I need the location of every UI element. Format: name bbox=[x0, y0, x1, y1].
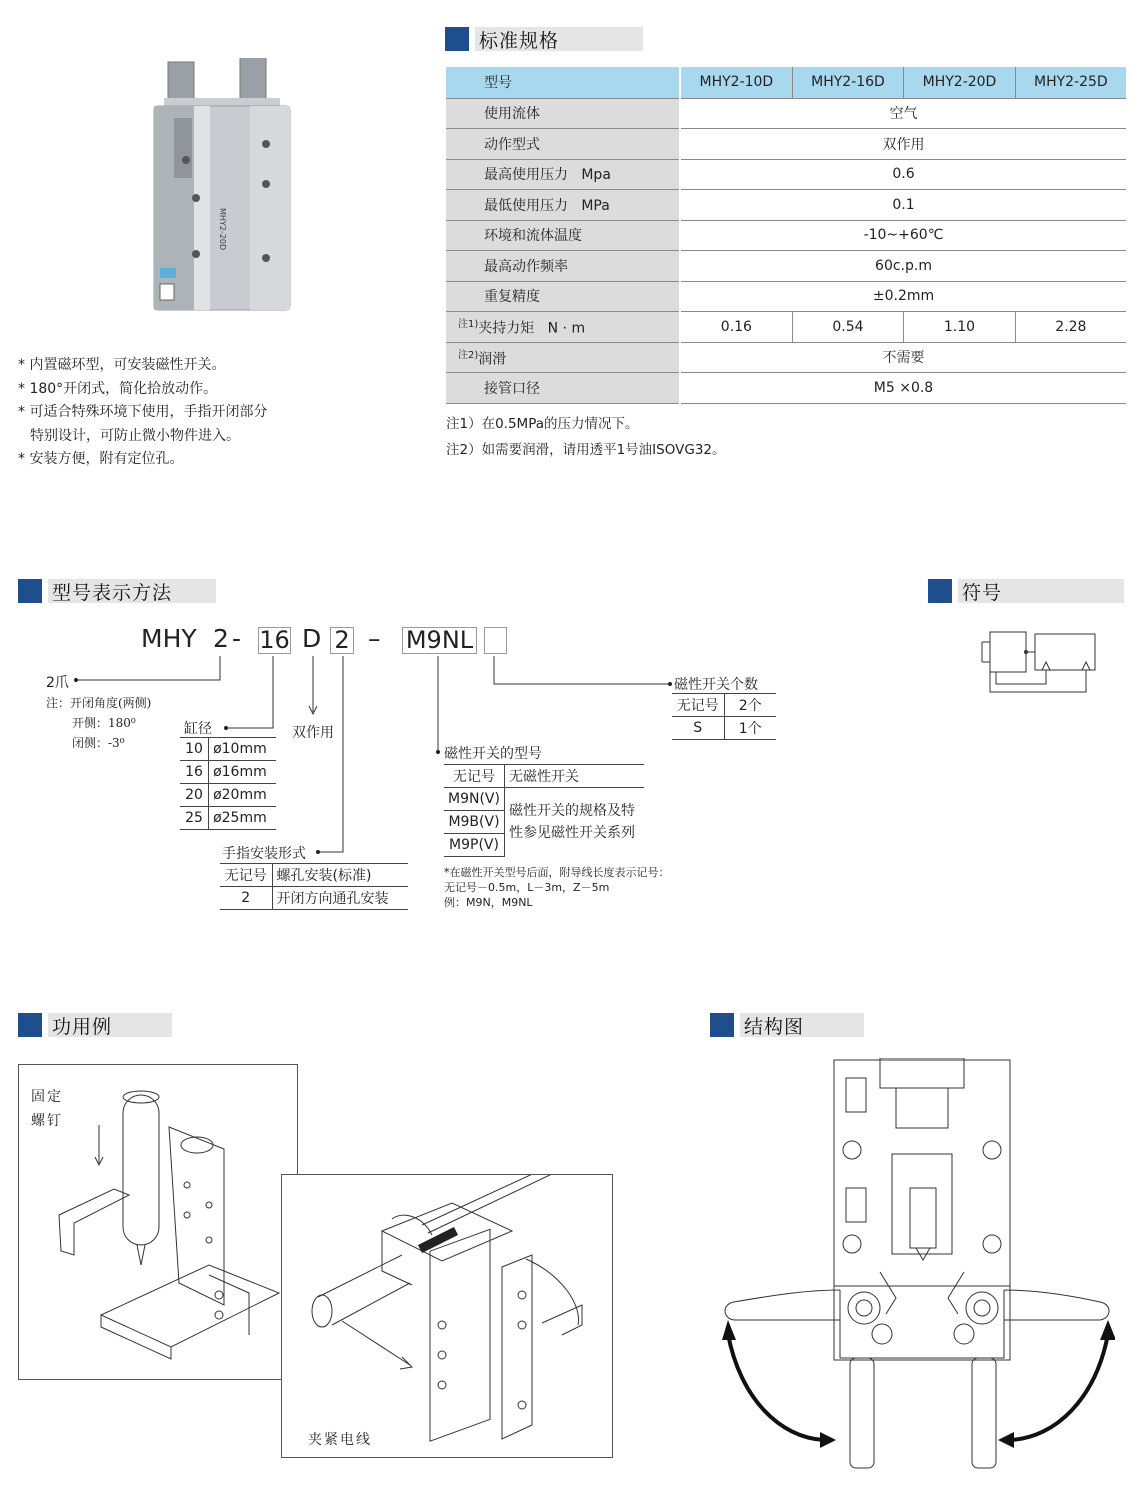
code-bore: 16 bbox=[259, 626, 290, 654]
mount-code: 2 bbox=[220, 887, 272, 910]
spec-header-row bbox=[446, 67, 1126, 98]
spec-row-value: -10~+60℃ bbox=[680, 220, 1126, 251]
code-mount: 2 bbox=[330, 627, 354, 654]
switch-note: *在磁性开关型号后面，附导线长度表示记号： bbox=[444, 866, 670, 879]
spec-row-value: 空气 bbox=[680, 98, 1126, 129]
bore-size: ø16mm bbox=[209, 761, 276, 784]
claw-note: 注：开闭角度(两侧) bbox=[46, 696, 152, 710]
code-action: D bbox=[302, 624, 322, 653]
feature-item: * 安装方便，附有定位孔。 bbox=[18, 451, 184, 467]
bore-table bbox=[180, 737, 276, 830]
spec-row bbox=[446, 281, 1126, 312]
spec-row-value: 双作用 bbox=[680, 129, 1126, 160]
spec-row-value: 0.6 bbox=[680, 159, 1126, 190]
spec-row-value: ±0.2mm bbox=[680, 281, 1126, 312]
qty-table bbox=[672, 693, 776, 740]
spec-row-label: 最高使用压力 Mpa bbox=[446, 159, 680, 190]
bore-size: ø10mm bbox=[209, 738, 276, 761]
switch-desc: 无磁性开关 bbox=[504, 765, 644, 788]
spec-row-value: 0.1 bbox=[680, 190, 1126, 221]
bore-code: 20 bbox=[180, 784, 209, 807]
qty-code: 无记号 bbox=[672, 694, 724, 717]
mount-code: 无记号 bbox=[220, 864, 272, 887]
spec-model: MHY2-25D bbox=[1015, 67, 1126, 98]
feature-item: * 内置磁环型，可安装磁性开关。 bbox=[18, 357, 226, 373]
spec-row-label: 接管口径 bbox=[446, 373, 680, 404]
section-spec-header bbox=[445, 26, 643, 52]
claw-label: 2爪 bbox=[46, 675, 69, 691]
mount-table bbox=[220, 863, 408, 910]
spec-row-label: 最低使用压力 MPa bbox=[446, 190, 680, 221]
spec-row-label: 重复精度 bbox=[446, 281, 680, 312]
spec-row bbox=[446, 159, 1126, 190]
spec-row-value: 60c.p.m bbox=[680, 251, 1126, 282]
bore-code: 16 bbox=[180, 761, 209, 784]
section-spec-title: 标准规格 bbox=[475, 27, 643, 51]
section-usage-header bbox=[18, 1012, 172, 1038]
spec-row bbox=[446, 251, 1126, 282]
spec-row bbox=[446, 98, 1126, 129]
lube-label-text: 润滑 bbox=[478, 351, 507, 368]
section-symbol-header bbox=[928, 578, 1124, 604]
mount-desc: 螺孔安装(标准) bbox=[272, 864, 408, 887]
bore-size: ø25mm bbox=[209, 807, 276, 830]
code-jaw: 2 bbox=[213, 624, 229, 653]
table-row bbox=[672, 694, 776, 717]
torque-value: 1.10 bbox=[904, 312, 1016, 343]
mount-title: 手指安装形式 bbox=[222, 846, 306, 862]
qty-desc: 2个 bbox=[724, 694, 776, 717]
qty-desc: 1个 bbox=[724, 717, 776, 740]
spec-row-label: 动作型式 bbox=[446, 129, 680, 160]
switch-code: M9B(V) bbox=[444, 811, 504, 834]
code-switch: M9NL bbox=[402, 627, 477, 654]
spec-lube-row bbox=[446, 342, 1126, 373]
torque-value: 0.16 bbox=[680, 312, 792, 343]
spec-row-label: 环境和流体温度 bbox=[446, 220, 680, 251]
switch-title: 磁性开关的型号 bbox=[444, 746, 542, 762]
pneumatic-symbol bbox=[980, 626, 1100, 706]
bore-title: 缸径 bbox=[184, 721, 212, 737]
product-label: MHY2-20D bbox=[218, 208, 227, 251]
spec-model: MHY2-10D bbox=[680, 67, 792, 98]
spec-row-value: M5 ×0.8 bbox=[680, 373, 1126, 404]
table-row bbox=[220, 887, 408, 910]
switch-note: 例：M9N，M9NL bbox=[444, 896, 533, 909]
table-row bbox=[444, 765, 644, 788]
table-row bbox=[180, 761, 276, 784]
torque-label-text: 夹持力矩 N · m bbox=[478, 321, 586, 338]
section-usage-title: 功用例 bbox=[48, 1013, 172, 1037]
table-row bbox=[444, 788, 644, 811]
table-row bbox=[672, 717, 776, 740]
structure-drawing bbox=[720, 1058, 1115, 1478]
table-row bbox=[220, 864, 408, 887]
section-symbol-title: 符号 bbox=[958, 579, 1124, 603]
double-acting-label: 双作用 bbox=[292, 725, 334, 741]
note-ref: 注2) bbox=[458, 349, 479, 361]
spec-note-1: 注1）在0.5MPa的压力情况下。 bbox=[446, 416, 639, 432]
switch-code: 无记号 bbox=[444, 765, 504, 788]
section-model-header bbox=[18, 578, 216, 604]
spec-header-label: 型号 bbox=[446, 67, 680, 98]
table-row bbox=[180, 784, 276, 807]
switch-table bbox=[444, 764, 644, 857]
bore-code: 10 bbox=[180, 738, 209, 761]
mount-desc: 开闭方向通孔安装 bbox=[272, 887, 408, 910]
gripper-screw-drawing bbox=[19, 1065, 299, 1381]
torque-value: 2.28 bbox=[1015, 312, 1126, 343]
spec-port-row bbox=[446, 373, 1126, 404]
bore-size: ø20mm bbox=[209, 784, 276, 807]
screw-label: 固定螺钉 bbox=[31, 1089, 63, 1129]
usage-example-2 bbox=[281, 1174, 613, 1458]
spec-row-value: 不需要 bbox=[680, 342, 1126, 373]
spec-row-label: 使用流体 bbox=[446, 98, 680, 129]
torque-value: 0.54 bbox=[792, 312, 904, 343]
switch-desc: 磁性开关的规格及特性参见磁性开关系列 bbox=[508, 803, 635, 842]
qty-title: 磁性开关个数 bbox=[674, 677, 758, 693]
switch-code: M9P(V) bbox=[444, 834, 504, 857]
table-row bbox=[180, 807, 276, 830]
feature-list bbox=[18, 354, 268, 472]
spec-model: MHY2-20D bbox=[904, 67, 1016, 98]
spec-row bbox=[446, 220, 1126, 251]
feature-item: * 可适合特殊环境下使用，手指开闭部分特别设计，可防止微小物件进入。 bbox=[18, 404, 268, 444]
code-dash: - bbox=[232, 624, 242, 653]
spec-model: MHY2-16D bbox=[792, 67, 904, 98]
code-prefix: MHY bbox=[141, 624, 197, 653]
claw-open: 开侧：180⁰ bbox=[72, 716, 136, 730]
spec-row bbox=[446, 190, 1126, 221]
switch-code: M9N(V) bbox=[444, 788, 504, 811]
spec-torque-label bbox=[446, 312, 680, 343]
spec-table bbox=[446, 67, 1126, 404]
section-structure-header bbox=[710, 1012, 864, 1038]
clamp-wire-label: 夹紧电线 bbox=[308, 1432, 372, 1448]
usage-example-1 bbox=[18, 1064, 298, 1380]
spec-torque-row bbox=[446, 312, 1126, 343]
section-structure-title: 结构图 bbox=[740, 1013, 864, 1037]
section-model-title: 型号表示方法 bbox=[48, 579, 216, 603]
note-ref: 注1) bbox=[458, 319, 479, 331]
switch-note: 无记号－0.5m，L－3m，Z－5m bbox=[444, 881, 610, 894]
table-row bbox=[180, 738, 276, 761]
spec-row-label: 最高动作频率 bbox=[446, 251, 680, 282]
code-qty-box bbox=[484, 627, 507, 654]
spec-note-2: 注2）如需要润滑，请用透平1号油ISOVG32。 bbox=[446, 442, 726, 458]
qty-code: S bbox=[672, 717, 724, 740]
bore-code: 25 bbox=[180, 807, 209, 830]
clamp-wire-drawing bbox=[282, 1175, 614, 1459]
spec-lube-label bbox=[446, 342, 680, 373]
spec-row bbox=[446, 129, 1126, 160]
code-dash: – bbox=[368, 624, 381, 653]
product-photo bbox=[150, 58, 295, 318]
feature-item: * 180°开闭式，简化拾放动作。 bbox=[18, 380, 218, 397]
claw-close: 闭侧：-3⁰ bbox=[72, 736, 125, 750]
